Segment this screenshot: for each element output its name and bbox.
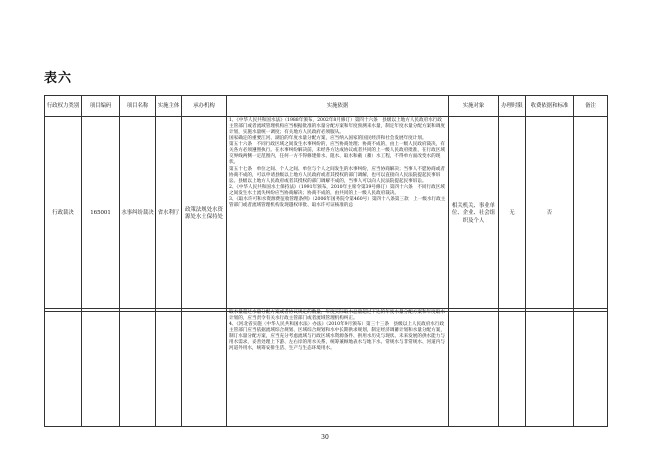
basis-paragraph: 国家确定的重要江河、湖泊的年度水量分配方案，应当纳入国家的国民经济和社会发展年度计划。 (229, 136, 427, 142)
cell-fee: 否 (526, 117, 574, 312)
header-time-limit: 办理时限 (499, 96, 526, 117)
page-number: 30 (321, 434, 329, 441)
cell-agency-continued (182, 309, 227, 427)
cell-category: 行政裁决 (45, 117, 82, 312)
basis-paragraph: 2、《中华人民共和国水土保持法》（1991年颁布，2010年主席令第39号修订）第四十六条 不同行政区域之间发生水土流失纠纷应当协商解决；协商不成的，由共同的上一级人民政府裁决。 (229, 184, 445, 196)
header-remark: 备注 (574, 96, 608, 117)
header-subject: 实施主体 (156, 96, 182, 117)
cell-time-limit-continued (499, 309, 526, 427)
cell-fee-continued (526, 309, 574, 427)
header-target: 实施对象 (449, 96, 499, 117)
cell-remark (574, 117, 608, 312)
header-agency: 承办机构 (182, 96, 227, 117)
header-code: 项目编码 (82, 96, 120, 117)
power-list-table (44, 95, 608, 312)
table-row (45, 117, 608, 312)
cell-code-continued (82, 309, 120, 427)
header-basis: 实施依据 (227, 96, 449, 117)
cell-subject-continued (156, 309, 182, 427)
header-name: 项目名称 (120, 96, 156, 117)
basis-paragraph: 第五十六条 不同行政区域之间发生水事纠纷的，应当协商处理；协商不成的，由上一级人民政府裁决，有关各方必须遵照执行。在水事纠纷解决前，未经各方达成协议或者共同的上一级人民政府批准，在行政区域交界线两侧一定范围内，任何一方不得修建排水、阻水、取水和截（蓄）水工程，不得单方面改变水的现状。 (229, 142, 445, 166)
cell-name-continued (120, 309, 156, 427)
cell-name: 水事纠纷裁决 (120, 117, 156, 312)
basis-paragraph: 1、《中华人民共和国水法》（1988年颁布，2002年8月修订）第四十六条 县级以上地方人民政府水行政主管部门或者流域管理机构应当根据批准的水量分配方案和年度预测来水量，制定年度水量分配方案和调度计划，实施水量统一调度；有关地方人民政府必须服从。 (229, 118, 445, 136)
page-title: 表六 (44, 71, 73, 86)
basis-paragraph: 第五十七条 单位之间、个人之间、单位与个人之间发生的水事纠纷，应当协商解决；当事人不愿协商或者协商不成的，可以申请县级以上地方人民政府或者其授权的部门调解，也可以直接向人民法院提起民事诉讼。县级以上地方人民政府或者其授权的部门调解不成的，当事人可以向人民法院提起民事诉讼。 (229, 166, 445, 184)
cell-subject: 省水利厅 (156, 117, 182, 312)
cell-agency: 政策法规处水资源处水土保持处 (182, 117, 227, 312)
cell-basis-continued (227, 309, 449, 427)
cell-target-continued (449, 309, 499, 427)
cell-remark-continued (574, 309, 608, 427)
power-list-table-continued (44, 308, 608, 427)
table-row (45, 309, 608, 427)
table-header-row (45, 96, 608, 117)
header-category: 行政权力类别 (45, 96, 82, 117)
basis-paragraph: 4、《河北省实施〈中华人民共和国水法〉办法》（2010年9月颁布）第三十三条 县级以上人民政府水行政主管部门应当依据流域综合规划、区域综合规划和水中长期供求规划，制定经济调蓄计划和水量分配方案，制订水量分配方案，应当充分考虑流域与行政区域水资源条件、供用水历史与现状、未来发展的供水能力与用水需求，妥善处理上下游、左右岸的用水关系，统筹兼顾地表水与地下水、常规水与非常规水、河道内与河道外用水，统筹安排生活、生产与生态环境用水。 (229, 322, 445, 352)
cell-basis (227, 117, 449, 312)
cell-category-continued (45, 309, 82, 427)
cell-target: 相关机关、事业单位、企业、社会组织及个人 (449, 117, 499, 312)
cell-time-limit: 无 (499, 117, 526, 312)
basis-paragraph: 3、《取水许可和水资源费征收管理条例》（2006年国务院令第460号）第四十八条第三款 上一级水行政主管部门或者流域管理机构发现越权审批、取水许可证核准的总 (229, 196, 446, 208)
header-fee: 收费依据和标准 (526, 96, 574, 117)
cell-code: 165001 (82, 117, 120, 312)
basis-paragraph: 取水量超过水量分配方案或者协议规定的数量，年度实际取水总量超过下达的年度水量分配方案和年度取水计划的，应当责令有关水行政主管部门或者流域管理机构纠正。 (229, 310, 445, 322)
